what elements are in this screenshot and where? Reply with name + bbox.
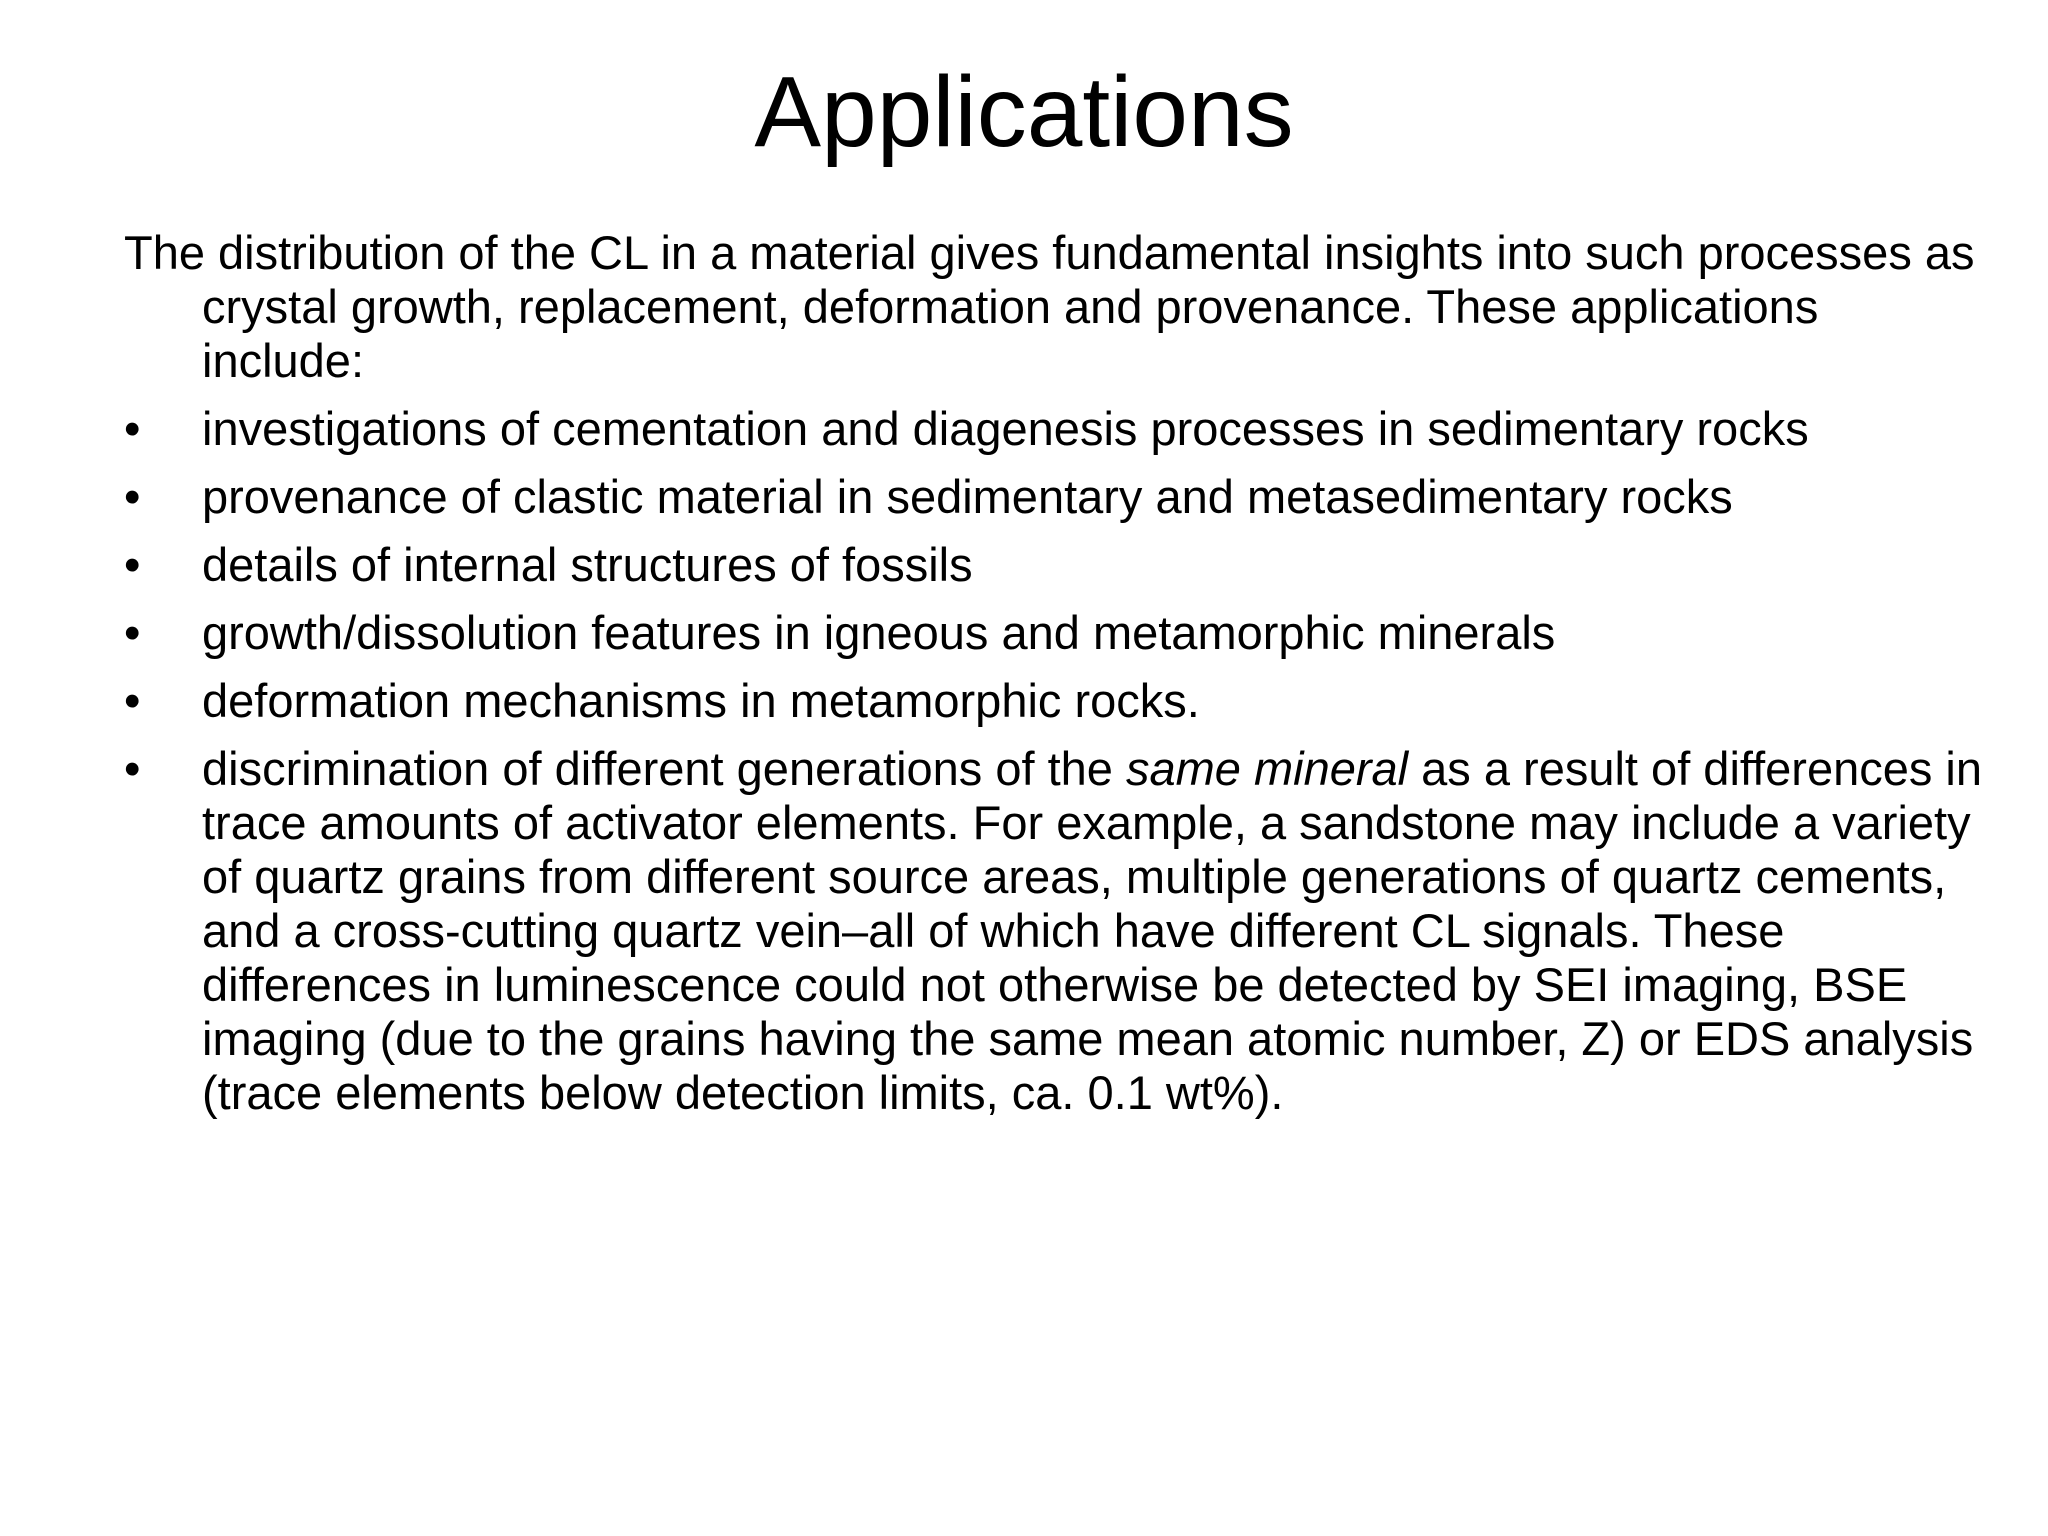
bullet-text: details of internal structures of fossils — [202, 538, 973, 591]
bullet-item-growth-dissolution — [124, 606, 1984, 660]
bullet-item-fossils — [124, 538, 1984, 592]
bullet-dot-icon: • — [124, 470, 141, 523]
bullet-text-post: as a result of differences in trace amounts of activator elements. For example, a sandstone may include a variety of quartz grains from different source areas, multiple generations of quartz cements, and a cross-cutting quartz vein–all of which have different CL signals. These differences in luminescence could not otherwise be detected by SEI imaging, BSE imaging (due to the grains having the same mean atomic number, Z) or EDS analysis (trace elements below detection limits, ca. 0.1 wt%). — [202, 742, 1983, 1119]
bullet-list — [124, 402, 1984, 1120]
bullet-dot-icon: • — [124, 538, 141, 591]
intro-paragraph: The distribution of the CL in a material gives fundamental insights into such processes as crystal growth, replacement, deformation and provenance. These applications include: — [124, 226, 1975, 387]
bullet-dot-icon: • — [124, 402, 141, 455]
bullet-dot-icon: • — [124, 606, 141, 659]
bullet-text: growth/dissolution features in igneous and metamorphic minerals — [202, 606, 1556, 659]
bullet-text: provenance of clastic material in sedimentary and metasedimentary rocks — [202, 470, 1733, 523]
bullet-item-deformation — [124, 674, 1984, 728]
bullet-text-pre: discrimination of different generations of the — [202, 742, 1127, 795]
bullet-text-emphasis: same mineral — [1126, 742, 1409, 795]
bullet-dot-icon: • — [124, 674, 141, 727]
bullet-item-cementation — [124, 402, 1984, 456]
bullet-item-discrimination — [124, 742, 1984, 1120]
slide-body — [124, 226, 1984, 1134]
bullet-dot-icon: • — [124, 742, 141, 795]
slide-title: Applications — [754, 56, 1294, 168]
bullet-text: deformation mechanisms in metamorphic rocks. — [202, 674, 1200, 727]
bullet-text: investigations of cementation and diagenesis processes in sedimentary rocks — [202, 402, 1809, 455]
bullet-item-provenance — [124, 470, 1984, 524]
